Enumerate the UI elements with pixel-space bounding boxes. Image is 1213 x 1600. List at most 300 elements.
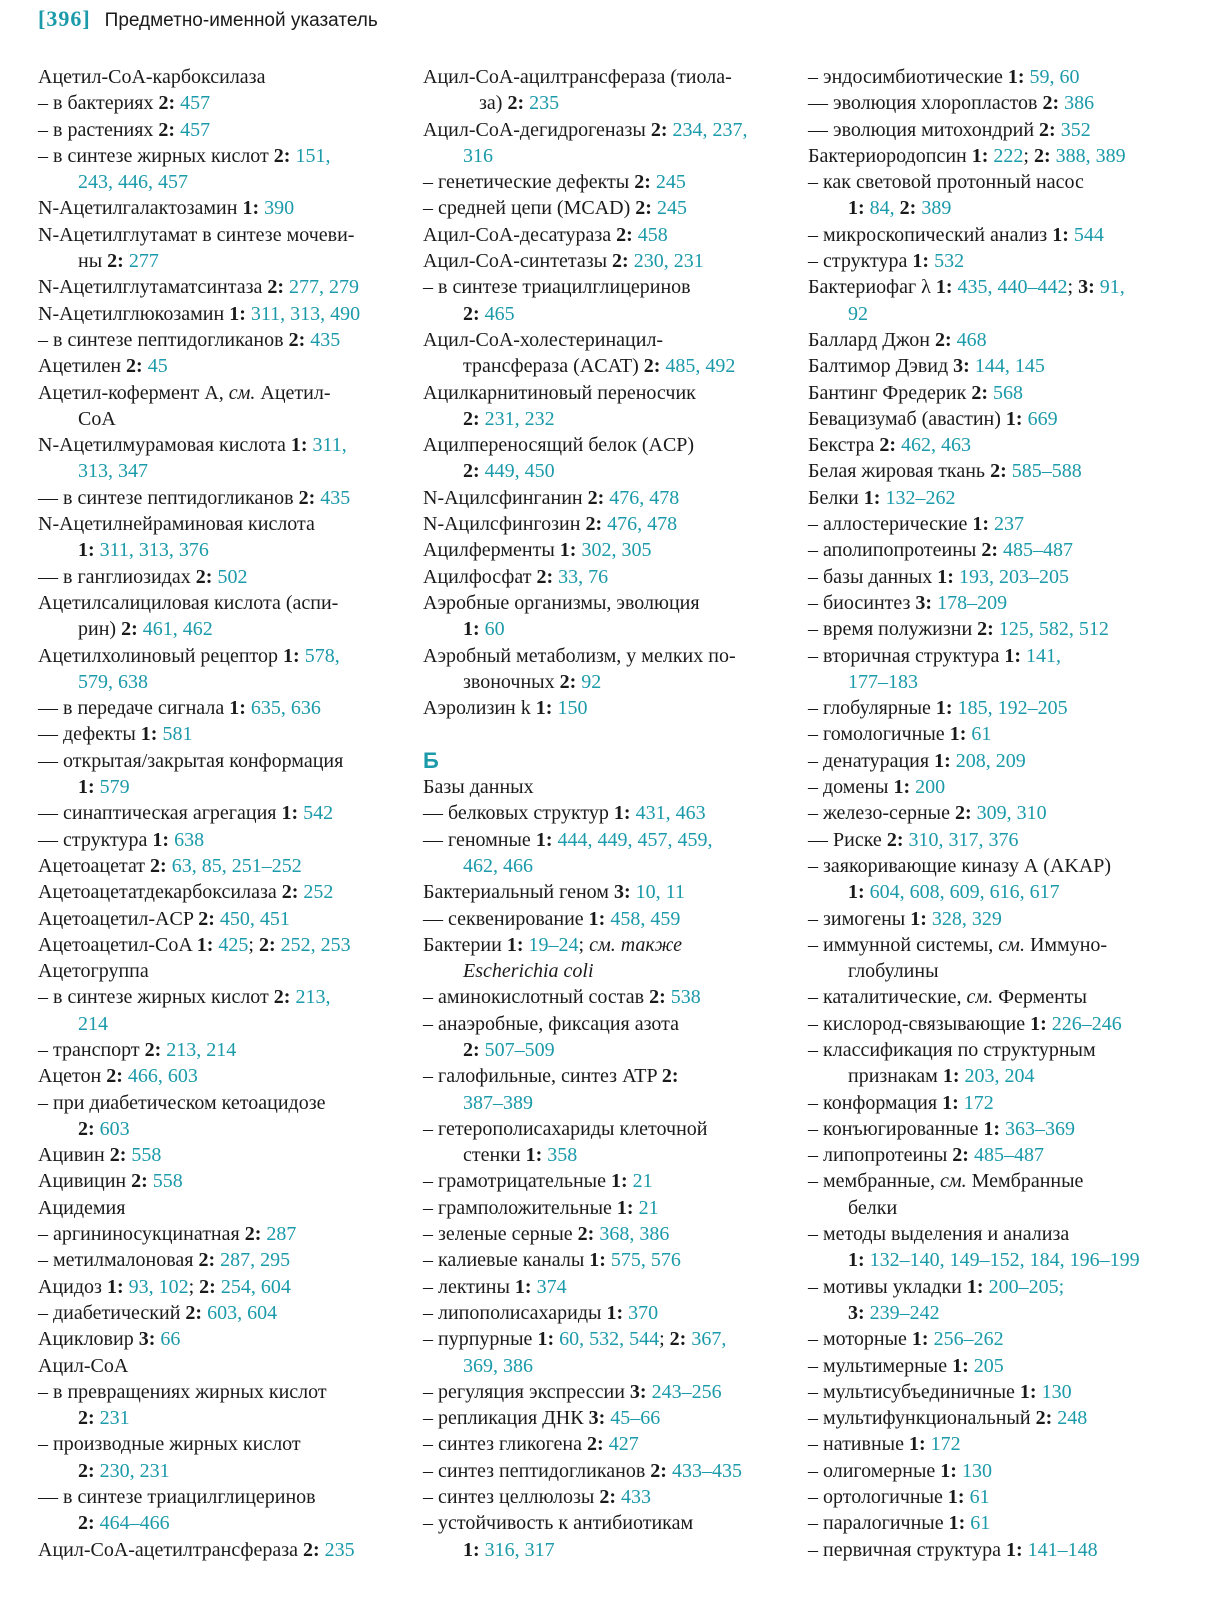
volume-number: 2 — [650, 118, 661, 141]
volume-separator: : — [982, 513, 994, 536]
entry-term: – калиевые каналы — [423, 1249, 590, 1272]
volume-separator: : — [873, 486, 886, 509]
index-entry — [808, 380, 1188, 406]
volume-separator: : — [595, 513, 608, 536]
entry-term: N-Ацетилглутаматсинтаза — [38, 276, 268, 299]
volume-separator: : — [993, 1117, 1006, 1140]
entry-term: –– геномные — [423, 828, 536, 851]
volume-separator: : — [117, 250, 129, 273]
entry-term: – конформация — [808, 1091, 943, 1114]
volume-number: 2 — [144, 1038, 155, 1061]
page-refs: 231 — [99, 1407, 130, 1430]
volume-separator: : — [154, 1038, 167, 1061]
volume-separator: : — [473, 407, 485, 430]
page-refs: 311, 313, 490 — [250, 302, 361, 325]
entry-term: – биосинтез — [808, 591, 916, 614]
index-entry — [808, 853, 1188, 879]
volume-separator: : — [208, 1249, 221, 1272]
entry-term: Ацивицин — [38, 1170, 132, 1193]
entry-term: – в синтезе пептидогликанов — [38, 328, 289, 351]
volume-number: 2 — [199, 1275, 210, 1298]
volume-separator: : — [298, 328, 311, 351]
volume-separator: : — [925, 591, 938, 614]
index-entry — [808, 222, 1188, 248]
index-entry — [38, 590, 418, 616]
volume-separator: : — [659, 986, 671, 1009]
page-refs: 310, 317, 376 — [908, 828, 1019, 851]
page-refs: 141–148 — [1027, 1538, 1098, 1561]
volume-number: 1 — [1005, 1538, 1016, 1561]
entry-term: стенки — [463, 1144, 526, 1167]
entry-term: –– эволюция хлоропластов — [808, 92, 1043, 115]
volume-number: 1 — [893, 776, 904, 799]
page-refs: 193, 203–205 — [958, 565, 1069, 588]
volume-separator: : — [1040, 1012, 1052, 1035]
page-refs: 427 — [608, 1433, 639, 1456]
page-refs: 33, 76 — [558, 565, 609, 588]
volume-number: 1 — [78, 776, 88, 799]
page-refs: 243–256 — [651, 1380, 722, 1403]
entry-term: Балтимор Дэвид — [808, 355, 954, 378]
volume-number: 1 — [106, 1275, 117, 1298]
entry-term: Ацидемия — [38, 1196, 126, 1219]
page-refs: 458, 459 — [610, 907, 681, 930]
index-entry — [38, 1300, 418, 1326]
volume-number: 2 — [273, 144, 284, 167]
page-refs: 92 — [848, 302, 868, 325]
volume-number: 1 — [948, 1512, 959, 1535]
index-entry-continuation — [38, 669, 418, 695]
volume-separator: : — [88, 1117, 100, 1140]
volume-number: 1 — [971, 144, 982, 167]
volume-separator: : — [516, 933, 529, 956]
index-entry-continuation — [423, 458, 803, 484]
entry-term: – диабетический — [38, 1301, 186, 1324]
volume-separator: : — [283, 986, 296, 1009]
volume-number: 2 — [288, 328, 299, 351]
volume-number: 1 — [1005, 407, 1016, 430]
entry-term: – в превращениях жирных кислот — [38, 1380, 327, 1403]
volume-number: 1 — [506, 933, 517, 956]
entry-crossref: см. — [998, 933, 1025, 956]
index-entry-continuation — [808, 669, 1188, 695]
page-refs: 130 — [961, 1459, 992, 1482]
index-entry — [423, 590, 803, 616]
volume-number: 1 — [290, 434, 301, 457]
entry-term: – в растениях — [38, 118, 159, 141]
volume-separator: : — [597, 486, 610, 509]
volume-number: 1 — [281, 802, 292, 825]
entry-term: Ацетилсалициловая кислота (аспи- — [38, 591, 339, 614]
entry-term: – как световой протонный насос — [808, 171, 1084, 194]
volume-separator: : — [889, 434, 901, 457]
volume-number: 2 — [587, 486, 598, 509]
entry-term: – устойчивость к антибиотикам — [423, 1512, 694, 1535]
index-entry-continuation — [808, 1195, 1188, 1221]
index-entry — [423, 906, 803, 932]
volume-number: 1 — [535, 828, 546, 851]
entry-term: Бекстра — [808, 434, 880, 457]
index-entry — [38, 564, 418, 590]
index-entry — [38, 274, 418, 300]
volume-number: 2 — [650, 1459, 661, 1482]
entry-term: Аэробный метаболизм, у мелких по- — [423, 644, 736, 667]
entry-term: Ацетоацетил-ACP — [38, 907, 199, 930]
volume-separator: : — [150, 723, 163, 746]
index-entry — [808, 1168, 1188, 1194]
volume-separator: : — [597, 1433, 609, 1456]
volume-separator: : — [473, 302, 485, 325]
volume-separator: : — [903, 776, 916, 799]
page-refs: 389 — [921, 197, 952, 220]
page-refs: 125, 582, 512 — [998, 618, 1109, 641]
volume-number: 1 — [1030, 1012, 1041, 1035]
index-entry — [423, 64, 803, 90]
page-refs: 542 — [303, 802, 334, 825]
index-entry — [423, 432, 803, 458]
volume-separator: : — [947, 565, 959, 588]
page-refs: 363–369 — [1005, 1117, 1076, 1140]
index-entry-continuation — [808, 958, 1188, 984]
volume-separator: : — [963, 355, 975, 378]
index-entry — [38, 932, 418, 958]
page-refs: 544 — [1073, 223, 1104, 246]
index-entry-continuation — [808, 1247, 1188, 1273]
volume-separator: : — [921, 1328, 934, 1351]
entry-term: CoA — [78, 407, 116, 430]
index-entry — [423, 1168, 803, 1194]
page-refs: 61 — [971, 723, 992, 746]
refs-separator: ; — [188, 1275, 200, 1298]
index-entry — [38, 879, 418, 905]
page-refs: 669 — [1027, 407, 1058, 430]
volume-separator: : — [599, 1249, 611, 1272]
entry-term: –– белковых структур — [423, 802, 614, 825]
index-entry — [38, 1142, 418, 1168]
volume-separator: : — [308, 486, 321, 509]
entry-term: – анаэробные, фиксация азота — [423, 1012, 679, 1035]
index-entry — [808, 1116, 1188, 1142]
entry-crossref: см. — [966, 986, 994, 1009]
index-entry — [38, 1063, 418, 1089]
page-refs: 21 — [632, 1170, 653, 1193]
index-entry — [423, 248, 803, 274]
entry-term: Базы данных — [423, 776, 534, 799]
entry-term: – аллостерические — [808, 513, 973, 536]
section-gap — [423, 721, 803, 747]
volume-separator: : — [254, 1223, 267, 1246]
volume-separator: : — [622, 250, 634, 273]
volume-separator: : — [291, 881, 304, 904]
page-refs: 435 — [310, 328, 341, 351]
page-refs: 502 — [217, 565, 248, 588]
page-refs: 172 — [963, 1091, 994, 1114]
volume-number: 1 — [848, 1249, 858, 1272]
volume-number: 2 — [198, 907, 209, 930]
entry-term: – вторичная структура — [808, 644, 1005, 667]
index-entry — [808, 432, 1188, 458]
entry-term: N-Ацетилнейраминовая кислота — [38, 513, 315, 536]
page-refs: 172 — [930, 1433, 961, 1456]
volume-separator: : — [283, 144, 296, 167]
page-refs: 507–509 — [484, 1038, 555, 1061]
page-refs: 200 — [915, 776, 946, 799]
page-refs: 45–66 — [610, 1407, 661, 1430]
entry-term: Ацил-CoA-дегидрогеназы — [423, 118, 651, 141]
index-entry — [423, 169, 803, 195]
entry-term: – конъюгированные — [808, 1117, 984, 1140]
index-entry — [423, 1274, 803, 1300]
entry-term: признакам — [848, 1065, 943, 1088]
page-refs: 287, 295 — [220, 1249, 291, 1272]
index-entry — [38, 380, 418, 406]
page-refs: 313, 347 — [78, 460, 148, 483]
page-number: [396] — [38, 6, 91, 31]
page-refs: 358 — [547, 1144, 578, 1167]
entry-term: N-Ацилсфингозин — [423, 513, 586, 536]
entry-term: –– секвенирование — [423, 907, 589, 930]
entry-term: – в синтезе жирных кислот — [38, 986, 274, 1009]
volume-number: 2 — [463, 1038, 473, 1061]
page-refs: 433–435 — [671, 1459, 742, 1482]
volume-separator: : — [473, 460, 485, 483]
entry-term: Ферменты — [993, 986, 1087, 1009]
page-title: Предметно-именной указатель — [104, 10, 378, 31]
index-entry — [808, 406, 1188, 432]
page-refs: 435 — [320, 486, 351, 509]
index-entry-continuation — [423, 406, 803, 432]
index-entry — [808, 1405, 1188, 1431]
volume-number: 3 — [588, 1407, 599, 1430]
volume-separator: : — [858, 881, 870, 904]
entry-term: Ацилкарнитиновый переносчик — [423, 381, 696, 404]
volume-separator: : — [620, 1170, 633, 1193]
volume-separator: : — [623, 881, 636, 904]
volume-number: 1 — [613, 802, 624, 825]
volume-number: 1 — [1007, 66, 1018, 88]
index-entry-continuation — [423, 1090, 803, 1116]
index-entry — [808, 800, 1188, 826]
entry-term: Ацетоацетат — [38, 854, 151, 877]
entry-term: – эндосимбиотические — [808, 66, 1008, 88]
index-entry — [808, 984, 1188, 1010]
entry-crossref: Escherichia coli — [463, 960, 594, 983]
index-entry — [808, 1326, 1188, 1352]
index-entry-continuation — [808, 879, 1188, 905]
entry-term: – транспорт — [38, 1038, 145, 1061]
entry-term: N-Ацетилглутамат в синтезе мочеви- — [38, 223, 355, 246]
volume-number: 2 — [559, 670, 570, 693]
volume-number: 2 — [121, 618, 132, 641]
index-entry — [808, 1484, 1188, 1510]
entry-term: Белая жировая ткань — [808, 460, 991, 483]
volume-number: 3 — [953, 355, 964, 378]
volume-separator: : — [136, 355, 148, 378]
page-refs: 21 — [638, 1196, 659, 1219]
index-entry — [38, 984, 418, 1010]
volume-number: 1 — [535, 697, 546, 720]
entry-term: – классификация по структурным — [808, 1038, 1096, 1061]
page-refs: 485, 492 — [665, 355, 736, 378]
page-refs: 208, 209 — [955, 749, 1026, 772]
volume-separator: : — [1014, 644, 1027, 667]
page-refs: 61 — [970, 1512, 991, 1535]
page-refs: 316, 317 — [484, 1538, 555, 1561]
entry-term: – липопротеины — [808, 1144, 953, 1167]
volume-separator: : — [131, 618, 143, 641]
index-entry-continuation — [808, 301, 1188, 327]
page-refs: 61 — [969, 1486, 990, 1509]
volume-number: 2 — [599, 1486, 610, 1509]
volume-separator: : — [962, 1354, 974, 1377]
index-entry — [38, 1168, 418, 1194]
entry-term: – базы данных — [808, 565, 938, 588]
entry-term: – аполипопротеины — [808, 539, 982, 562]
index-entry — [423, 380, 803, 406]
volume-number: 1 — [559, 539, 570, 562]
index-entry-continuation — [38, 1510, 418, 1536]
volume-number: 2 — [78, 1459, 88, 1482]
index-entry — [808, 485, 1188, 511]
volume-separator: : — [920, 907, 932, 930]
entry-term: – денатурация — [808, 749, 935, 772]
page-refs: 450, 451 — [219, 907, 290, 930]
page-refs: 603, 604 — [207, 1301, 278, 1324]
index-entry — [808, 1353, 1188, 1379]
entry-term: Бактериальный геном — [423, 881, 614, 904]
volume-separator: : — [626, 1196, 639, 1219]
page-refs: 581 — [162, 723, 193, 746]
volume-number: 1 — [952, 1354, 963, 1377]
index-entry — [38, 327, 418, 353]
index-entry — [808, 590, 1188, 616]
volume-number: 2 — [661, 1065, 672, 1088]
index-entry — [38, 1247, 418, 1273]
entry-term: Ацикловир — [38, 1328, 139, 1351]
volume-number: 1 — [610, 1170, 621, 1193]
index-entry — [423, 1379, 803, 1405]
page-refs: 205 — [973, 1354, 1004, 1377]
entry-term: Ацетоацетатдекарбоксилаза — [38, 881, 282, 904]
volume-separator: : — [239, 697, 251, 720]
volume-separator: : — [293, 644, 305, 667]
volume-separator: : — [981, 144, 994, 167]
entry-term: Белки — [808, 486, 864, 509]
volume-separator: : — [965, 802, 977, 825]
index-entry — [808, 1458, 1188, 1484]
page-refs: 464–466 — [99, 1512, 170, 1535]
page-refs: 256–262 — [933, 1328, 1004, 1351]
page-refs: 132–140, 149–152, 184, 196–199 — [869, 1249, 1140, 1272]
volume-number: 2 — [1039, 118, 1050, 141]
volume-separator: : — [168, 92, 181, 115]
entry-term: –– дефекты — [38, 723, 141, 746]
volume-number: 2 — [244, 1223, 255, 1246]
volume-separator: : — [1052, 92, 1065, 115]
volume-separator: : — [952, 1065, 965, 1088]
volume-separator: : — [922, 250, 935, 273]
entry-term: N-Ацетилгалактозамин — [38, 197, 243, 220]
index-entry — [38, 1326, 418, 1352]
section-heading — [423, 748, 803, 774]
index-entry — [38, 800, 418, 826]
index-entry — [423, 1300, 803, 1326]
page-refs: 287 — [266, 1223, 297, 1246]
page-refs: 374 — [536, 1275, 567, 1298]
volume-number: 1 — [942, 1065, 953, 1088]
index-entry — [423, 800, 803, 826]
volume-number: 2 — [158, 92, 169, 115]
index-entry-continuation — [423, 301, 803, 327]
volume-separator: : — [952, 1091, 964, 1114]
index-entry — [38, 1090, 418, 1116]
index-entry — [808, 616, 1188, 642]
index-entry — [808, 1274, 1188, 1300]
index-entry — [38, 195, 418, 221]
entry-term: – галофильные, синтез ATP — [423, 1065, 662, 1088]
entry-term: рин) — [78, 618, 122, 641]
entry-term: Ацетогруппа — [38, 960, 149, 983]
volume-number: 2 — [273, 986, 284, 1009]
entry-term: – глобулярные — [808, 697, 936, 720]
page-refs: 252, 253 — [280, 933, 351, 956]
entry-term: –– синаптическая агрегация — [38, 802, 282, 825]
index-entry — [808, 327, 1188, 353]
volume-number: 1 — [589, 1249, 600, 1272]
entry-term: – гетерополисахариды клеточной — [423, 1117, 708, 1140]
page-refs: 390 — [264, 197, 295, 220]
volume-separator: : — [168, 118, 181, 141]
volume-separator: : — [981, 381, 993, 404]
volume-number: 2 — [1035, 1407, 1046, 1430]
index-entry — [423, 1484, 803, 1510]
volume-number: 2 — [1033, 144, 1044, 167]
entry-term: – метилмалоновая — [38, 1249, 199, 1272]
entry-term: –– в синтезе пептидогликанов — [38, 486, 299, 509]
index-entry — [808, 117, 1188, 143]
index-entry — [423, 511, 803, 537]
page-refs: 177–183 — [848, 670, 918, 693]
page-refs: 352 — [1060, 118, 1091, 141]
index-entry-continuation — [38, 1458, 418, 1484]
page-refs: 254, 604 — [220, 1275, 291, 1298]
volume-separator: : — [473, 618, 485, 641]
page-refs: 585–588 — [1011, 460, 1082, 483]
entry-term: – гомологичные — [808, 723, 950, 746]
volume-separator: : — [1088, 276, 1100, 299]
volume-separator: : — [957, 1486, 970, 1509]
volume-number: 1 — [911, 1328, 922, 1351]
page-header — [38, 6, 378, 38]
volume-number: 2 — [934, 328, 945, 351]
page-refs: 578, — [304, 644, 340, 667]
index-entry — [423, 327, 803, 353]
volume-separator: : — [1015, 1538, 1028, 1561]
page-refs: 213, 214 — [166, 1038, 237, 1061]
volume-number: 2 — [587, 1433, 598, 1456]
entry-term: Ацилфосфат — [423, 565, 537, 588]
entry-term: – при диабетическом кетоацидозе — [38, 1091, 326, 1114]
page-refs: 468 — [956, 328, 987, 351]
entry-term: – олигомерные — [808, 1459, 941, 1482]
volume-number: 1 — [966, 1275, 977, 1298]
volume-separator: : — [945, 276, 958, 299]
index-entry — [808, 1090, 1188, 1116]
index-entry — [38, 906, 418, 932]
entry-term: Ацил-CoA — [38, 1354, 129, 1377]
volume-number: 1 — [242, 197, 253, 220]
page-refs: 328, 329 — [931, 907, 1002, 930]
